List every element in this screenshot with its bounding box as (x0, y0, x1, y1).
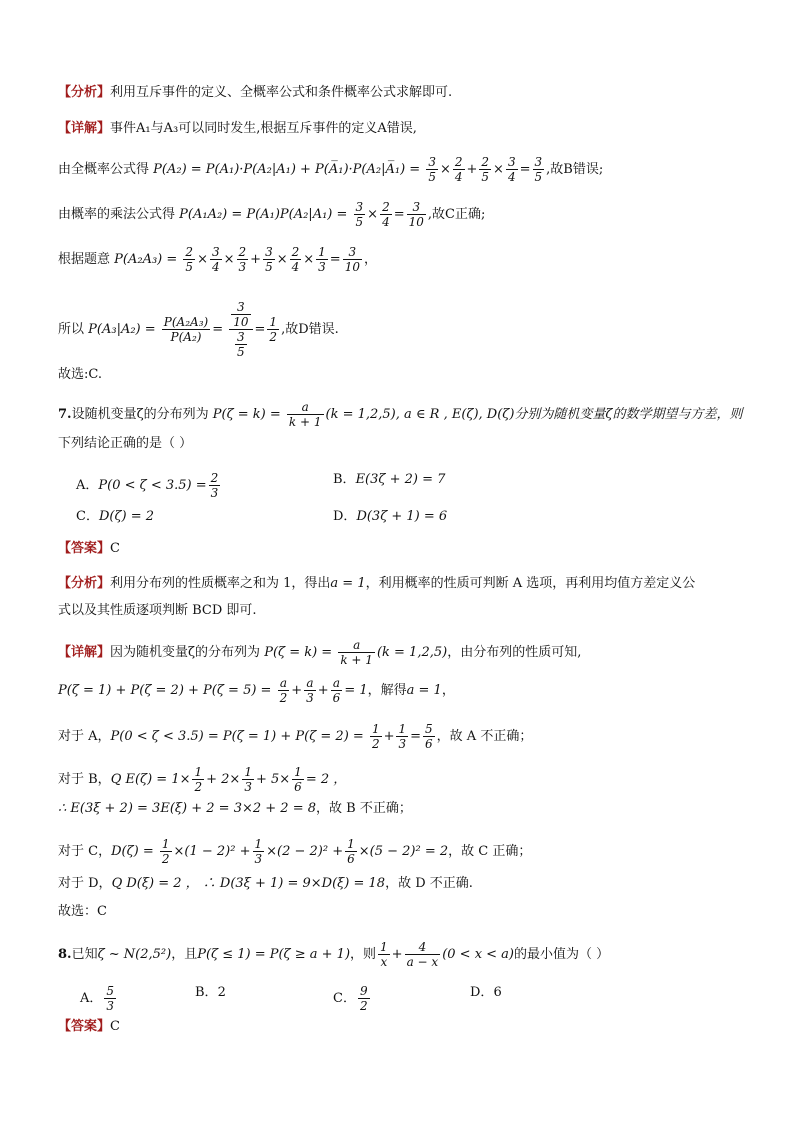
fraction-3-4: $\frac{3}{4}$ (507, 155, 516, 184)
option-label: C． (76, 509, 99, 524)
option-text: D(3ζ + 1) = 6 (356, 509, 448, 524)
option-text: P(0 < ζ < 3.5) = (98, 478, 207, 493)
q7-for-b-line (58, 765, 346, 794)
plus-sign: + (250, 252, 262, 267)
fraction-1-x: $\frac{1}{x}$ (380, 940, 388, 969)
q8-stem-formula: ζ ~ N(2,5²) (97, 947, 172, 962)
fraction-1-6: $\frac{1}{6}$ (294, 765, 302, 794)
analysis-tag: 【分析】 (58, 85, 111, 100)
fraction-2-4: $\frac{2}{4}$ (454, 155, 463, 184)
q7-for-a-prefix: 对于 A， (58, 729, 111, 744)
q8-number: 8. (58, 947, 72, 962)
option-label: B． (195, 985, 218, 1000)
q6-line3-suffix: ,故C正确; (427, 207, 486, 222)
fraction-a-2: $\frac{a}{2}$ (279, 676, 288, 705)
plus-sign: + (317, 683, 329, 698)
option-text: E(3ζ + 2) = 7 (355, 472, 446, 487)
fraction-2-5: $\frac{2}{5}$ (481, 155, 490, 184)
q7-detail-b: ，由分布列的性质可知, (447, 645, 582, 660)
q6-conditional-line (58, 300, 339, 359)
q8-answer-line (58, 1018, 120, 1036)
q6-line2-prefix: 由全概率公式得 (58, 162, 150, 177)
q7-for-d-formula: Q D(ξ) = 2 ， ∴ D(3ξ + 1) = 9×D(ξ) = 18 (111, 876, 386, 891)
q7-for-c-line (58, 837, 531, 866)
fraction-3-4: $\frac{3}{4}$ (211, 245, 220, 274)
q6-line5-prefix: 所以 (58, 322, 85, 337)
q6-line2-formula: P(A₂) = P(A₁)·P(A₂|A₁) + P(A̅₁)·P(A₂|A̅₁) = (153, 162, 421, 177)
option-label: C． (333, 991, 356, 1006)
fraction-1-6: $\frac{1}{6}$ (347, 837, 355, 866)
option-label: B． (333, 472, 356, 487)
q7-analysis-b: a = 1 (330, 576, 366, 591)
q8-stem-tail: (0 < x < a) (442, 947, 514, 962)
q6-line2-suffix: ,故B错误; (546, 162, 604, 177)
comma: ， (363, 252, 377, 267)
q7-sum-line (58, 676, 455, 705)
fraction-9-2: $\frac{9}{2}$ (359, 984, 368, 1013)
plus-sign: + (466, 162, 478, 177)
q7-option-d[interactable] (333, 508, 447, 526)
q6-detail-text1: 事件A₁与A₃可以同时发生,根据互斥事件的定义A错误, (110, 121, 417, 136)
fraction-1-3: $\frac{1}{3}$ (244, 765, 252, 794)
detail-tag: 【详解】 (58, 645, 111, 660)
option-text: 6 (493, 985, 502, 1000)
q7-for-b2-suffix: ，故 B 不正确； (316, 801, 412, 816)
q7-for-b2-formula: ∴ E(3ξ + 2) = 3E(ξ) + 2 = 3×2 + 2 = 8 (58, 801, 316, 816)
fraction-5-6: $\frac{5}{6}$ (425, 722, 433, 751)
fraction-1-2: $\frac{1}{2}$ (269, 315, 278, 344)
q8-stem-line (58, 940, 609, 969)
times-sign: × (223, 252, 235, 267)
fraction-3-5: $\frac{3}{5}$ (265, 245, 273, 274)
q6-given-line (58, 245, 377, 274)
q8-stem-c: ，则 (350, 947, 377, 962)
q7-detail-line1 (58, 638, 581, 667)
q6-analysis-line (58, 84, 452, 102)
q7-for-a-line (58, 722, 532, 751)
answer-tag: 【答案】 (58, 1019, 111, 1034)
q8-option-d[interactable] (470, 984, 502, 1002)
q7-stem-line1 (58, 400, 742, 429)
equals-sign: = (254, 322, 266, 337)
q7-option-a[interactable] (76, 471, 222, 500)
q7-choose: 故选：C (58, 904, 107, 919)
q8-answer: C (110, 1019, 120, 1034)
q7-stem-formula: P(ζ = k) = (212, 407, 281, 422)
q7-number: 7. (58, 407, 72, 422)
q7-for-b-mid2: + 5× (255, 772, 291, 787)
equals-sign: = (519, 162, 531, 177)
fraction-2-5: $\frac{2}{5}$ (185, 245, 194, 274)
q6-line4-prefix: 根据题意 (58, 252, 111, 267)
q6-line4-formula: P(A₂A₃) = (114, 252, 178, 267)
q8-option-b[interactable] (195, 984, 226, 1002)
q6-detail-line1 (58, 120, 417, 138)
q7-for-c-term3: ×(5 − 2)² = 2 (358, 844, 449, 859)
detail-tag: 【详解】 (58, 121, 111, 136)
q7-stem-b: E(ζ), D(ζ)分别为随机变量ζ的数学期望与方差，则 (451, 407, 743, 422)
q7-for-a-formula: P(0 < ζ < 3.5) = P(ζ = 1) + P(ζ = 2) = (110, 729, 364, 744)
option-label: D． (333, 509, 357, 524)
q7-sum-tail: = 1 (344, 683, 368, 698)
fraction-1-2: $\frac{1}{2}$ (371, 722, 380, 751)
q7-for-c-suffix: ，故 C 正确； (448, 844, 532, 859)
answer-tag: 【答案】 (58, 541, 111, 556)
fraction-1-3: $\frac{1}{3}$ (318, 245, 326, 274)
q6-line5-formula: P(A₃|A₂) = (88, 322, 156, 337)
fraction-2-3: $\frac{2}{3}$ (210, 471, 219, 500)
option-text: 2 (217, 985, 226, 1000)
equals-sign: = (393, 207, 405, 222)
fraction-4-a-x: $\frac{4}{a - x}$ (406, 940, 439, 969)
times-sign: × (439, 162, 451, 177)
q7-sum-c: a = 1 (406, 683, 442, 698)
q7-answer: C (110, 541, 120, 556)
q6-line5-suffix: ,故D错误. (281, 322, 339, 337)
fraction-3-5: $\frac{3}{5}$ (428, 155, 436, 184)
q6-analysis-text: 利用互斥事件的定义、全概率公式和条件概率公式求解即可. (110, 85, 453, 100)
equals-sign: = (410, 729, 422, 744)
fraction-a-6: $\frac{a}{6}$ (332, 676, 341, 705)
q7-for-c-formula: D(ζ) = (111, 844, 154, 859)
q7-sum-d: ， (441, 683, 455, 698)
q7-for-c-term2: ×(2 − 2)² + (266, 844, 344, 859)
option-label: D． (470, 985, 494, 1000)
q7-stem-a: 设随机变量ζ的分布列为 (71, 407, 209, 422)
plus-sign: + (291, 683, 303, 698)
fraction-2-4: $\frac{2}{4}$ (291, 245, 300, 274)
fraction-3-5: $\frac{3}{5}$ (355, 200, 364, 229)
q7-for-a-suffix: ，故 A 不正确； (436, 729, 533, 744)
times-sign: × (276, 252, 288, 267)
equals-sign: = (212, 322, 224, 337)
q6-choose: 故选:C. (58, 367, 102, 382)
q8-stem-d: 的最小值为（ ） (514, 947, 610, 962)
q7-for-d-suffix: ，故 D 不正确. (385, 876, 473, 891)
q8-stem-formula2: P(ζ ≤ 1) = P(ζ ≥ a + 1) (197, 947, 351, 962)
times-sign: × (303, 252, 315, 267)
analysis-tag: 【分析】 (58, 576, 111, 591)
times-sign: × (197, 252, 208, 267)
fraction-a-k1: $\frac{a}{k + 1}$ (340, 638, 373, 667)
compound-fraction: $\frac{\frac{3}{10}}{\frac{3}{5}}$ (229, 300, 252, 359)
q8-stem-a: 已知 (71, 947, 98, 962)
times-sign: × (367, 207, 379, 222)
q8-stem-b: ，且 (171, 947, 198, 962)
q6-multiplication-line (58, 200, 485, 229)
option-label: A． (76, 478, 99, 493)
q7-stem-tail: (k = 1,2,5), a ∈ R , (325, 407, 448, 422)
q7-for-b-prefix: 对于 B， (58, 772, 111, 787)
fraction-1-3: $\frac{1}{3}$ (398, 722, 407, 751)
q7-detail-tail: (k = 1,2,5) (376, 645, 448, 660)
q7-for-b-line2 (58, 800, 412, 818)
fraction-5-3: $\frac{5}{3}$ (106, 984, 115, 1013)
equals-sign: = (329, 252, 341, 267)
q7-for-c-prefix: 对于 C， (58, 844, 112, 859)
q6-total-probability-line (58, 155, 603, 184)
option-text: D(ζ) = 2 (98, 509, 154, 524)
fraction-p-ratio: $\frac{\text{P(A₂A₃)}}{\text{P(A₂)}}$ (163, 315, 209, 344)
q7-option-b[interactable] (333, 471, 445, 489)
q6-line3-formula: P(A₁A₂) = P(A₁)P(A₂|A₁) = (179, 207, 348, 222)
q7-analysis-a: 利用分布列的性质概率之和为 1，得出 (110, 576, 331, 591)
q7-stem-line2: 下列结论正确的是（ ） (58, 436, 193, 451)
option-label: A． (80, 991, 103, 1006)
fraction-3-10: $\frac{3}{10}$ (408, 200, 424, 229)
q7-analysis-c: ，利用概率的性质可判断 A 选项，再利用均值方差定义公 (365, 576, 696, 591)
fraction-a-3: $\frac{a}{3}$ (306, 676, 314, 705)
q7-detail-a: 因为随机变量ζ的分布列为 (110, 645, 261, 660)
plus-sign: + (383, 729, 395, 744)
q7-detail-formula: P(ζ = k) = (264, 645, 333, 660)
q7-for-d-prefix: 对于 D， (58, 876, 112, 891)
q7-for-b-formula: Q E(ζ) = 1× (110, 772, 191, 787)
q7-analysis-line2: 式以及其性质逐项判断 BCD 即可. (58, 603, 257, 618)
q7-for-b-mid1: + 2× (206, 772, 241, 787)
fraction-3-5-result: $\frac{3}{5}$ (534, 155, 543, 184)
q7-for-b-suffix: = 2 ， (305, 772, 347, 787)
fraction-3-10: $\frac{3}{10}$ (344, 245, 360, 274)
times-sign: × (493, 162, 504, 177)
plus-sign: + (391, 947, 403, 962)
q7-sum-b: ，解得 (367, 683, 407, 698)
fraction-2-4: $\frac{2}{4}$ (382, 200, 390, 229)
q8-option-a[interactable] (80, 984, 118, 1013)
q7-for-d-line (58, 875, 473, 893)
fraction-1-2: $\frac{1}{2}$ (194, 765, 203, 794)
q7-option-c[interactable] (76, 508, 154, 526)
q8-option-c[interactable] (333, 984, 372, 1013)
q7-answer-line (58, 540, 120, 558)
q6-line3-prefix: 由概率的乘法公式得 (58, 207, 176, 222)
fraction-a-k1: $\frac{a}{k + 1}$ (288, 400, 322, 429)
fraction-2-3: $\frac{2}{3}$ (238, 245, 247, 274)
q7-analysis-line1 (58, 575, 695, 593)
q7-sum-formula: P(ζ = 1) + P(ζ = 2) + P(ζ = 5) = (58, 683, 272, 698)
fraction-1-2: $\frac{1}{2}$ (161, 837, 170, 866)
q7-for-c-term1: ×(1 − 2)² + (173, 844, 251, 859)
fraction-1-3: $\frac{1}{3}$ (254, 837, 263, 866)
